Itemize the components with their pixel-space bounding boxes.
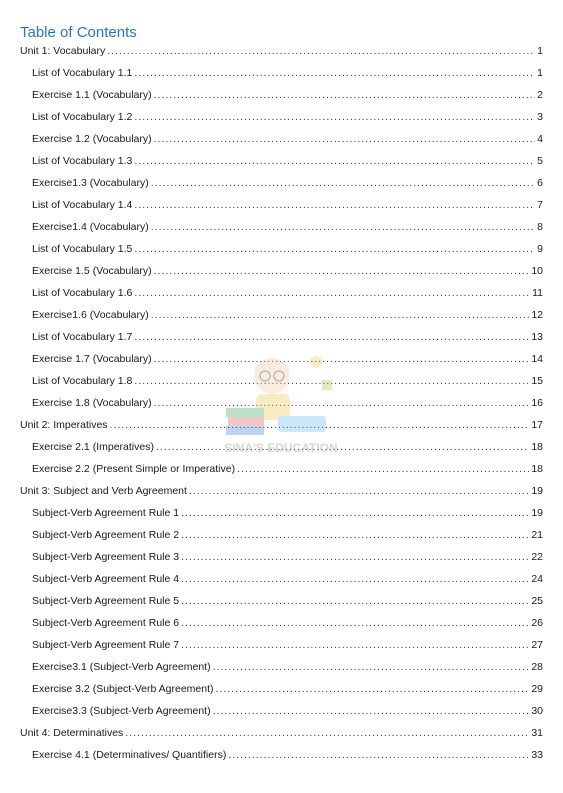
toc-entry-page-number: 5	[537, 155, 543, 167]
toc-entry-label: Exercise1.4 (Vocabulary)	[32, 221, 149, 233]
toc-entry-label: List of Vocabulary 1.4	[32, 199, 133, 211]
dot-leader	[110, 418, 530, 432]
toc-entry-label: Exercise 1.7 (Vocabulary)	[32, 353, 152, 365]
dot-leader	[151, 308, 530, 322]
toc-entry-label: Exercise 2.2 (Present Simple or Imperative)	[32, 463, 236, 475]
toc-entry-label: Unit 4: Determinatives	[20, 727, 124, 739]
toc-entry-page-number: 14	[531, 353, 543, 365]
toc-sub-entry[interactable]	[20, 374, 543, 396]
dot-leader	[125, 726, 529, 740]
table-of-contents	[20, 24, 543, 770]
toc-entry-page-number: 10	[531, 265, 543, 277]
dot-leader	[151, 176, 535, 190]
dot-leader	[154, 396, 530, 410]
toc-entry-label: List of Vocabulary 1.6	[32, 287, 133, 299]
toc-entry-page-number: 7	[537, 199, 543, 211]
toc-unit-entry[interactable]	[20, 726, 543, 748]
dot-leader	[181, 528, 529, 542]
toc-sub-entry[interactable]	[20, 154, 543, 176]
toc-entry-page-number: 9	[537, 243, 543, 255]
toc-sub-entry[interactable]	[20, 550, 543, 572]
toc-sub-entry[interactable]	[20, 264, 543, 286]
toc-entry-page-number: 13	[531, 331, 543, 343]
dot-leader	[134, 374, 529, 388]
toc-entry-page-number: 24	[531, 573, 543, 585]
dot-leader	[181, 550, 529, 564]
toc-entry-label: Exercise 3.2 (Subject-Verb Agreement)	[32, 683, 214, 695]
dot-leader	[228, 748, 529, 762]
toc-entry-page-number: 28	[531, 661, 543, 673]
dot-leader	[237, 462, 529, 476]
toc-sub-entry[interactable]	[20, 308, 543, 330]
toc-entry-label: Exercise 4.1 (Determinatives/ Quantifiers)	[32, 749, 227, 761]
toc-entry-page-number: 21	[531, 529, 543, 541]
toc-sub-entry[interactable]	[20, 330, 543, 352]
toc-entry-page-number: 22	[531, 551, 543, 563]
toc-entry-label: Subject-Verb Agreement Rule 1	[32, 507, 180, 519]
toc-entry-page-number: 11	[532, 287, 543, 299]
dot-leader	[216, 682, 530, 696]
toc-entry-page-number: 4	[537, 133, 543, 145]
dot-leader	[181, 572, 529, 586]
toc-entry-label: Exercise3.3 (Subject-Verb Agreement)	[32, 705, 211, 717]
toc-sub-entry[interactable]	[20, 616, 543, 638]
toc-sub-entry[interactable]	[20, 242, 543, 264]
toc-entry-page-number: 27	[531, 639, 543, 651]
dot-leader	[154, 264, 530, 278]
toc-sub-entry[interactable]	[20, 638, 543, 660]
toc-entry-label: Unit 2: Imperatives	[20, 419, 108, 431]
toc-entry-page-number: 18	[531, 463, 543, 475]
dot-leader	[154, 352, 530, 366]
toc-entry-label: List of Vocabulary 1.8	[32, 375, 133, 387]
toc-entry-label: Unit 1: Vocabulary	[20, 45, 106, 57]
toc-unit-entry[interactable]	[20, 484, 543, 506]
toc-entry-label: Unit 3: Subject and Verb Agreement	[20, 485, 187, 497]
toc-entry-label: Exercise 1.2 (Vocabulary)	[32, 133, 152, 145]
toc-unit-entry[interactable]	[20, 418, 543, 440]
toc-entry-page-number: 1	[537, 45, 543, 57]
toc-entry-page-number: 3	[537, 111, 543, 123]
dot-leader	[134, 154, 535, 168]
toc-sub-entry[interactable]	[20, 462, 543, 484]
toc-entry-label: List of Vocabulary 1.5	[32, 243, 133, 255]
dot-leader	[134, 286, 530, 300]
toc-entry-page-number: 15	[531, 375, 543, 387]
toc-entry-label: Exercise1.6 (Vocabulary)	[32, 309, 149, 321]
toc-entry-label: List of Vocabulary 1.1	[32, 67, 133, 79]
toc-entry-label: List of Vocabulary 1.3	[32, 155, 133, 167]
toc-entry-label: Exercise 2.1 (Imperatives)	[32, 441, 154, 453]
toc-entry-page-number: 6	[537, 177, 543, 189]
toc-sub-entry[interactable]	[20, 110, 543, 132]
dot-leader	[154, 88, 536, 102]
dot-leader	[134, 110, 535, 124]
toc-sub-entry[interactable]	[20, 440, 543, 462]
dot-leader	[134, 330, 529, 344]
dot-leader	[134, 242, 535, 256]
toc-entry-label: Subject-Verb Agreement Rule 5	[32, 595, 180, 607]
toc-sub-entry[interactable]	[20, 286, 543, 308]
toc-title: Table of Contents	[20, 24, 137, 41]
dot-leader	[107, 44, 535, 58]
dot-leader	[134, 66, 535, 80]
toc-sub-entry[interactable]	[20, 506, 543, 528]
toc-entry-page-number: 2	[537, 89, 543, 101]
toc-entry-page-number: 16	[531, 397, 543, 409]
toc-sub-entry[interactable]	[20, 572, 543, 594]
toc-entry-label: Exercise3.1 (Subject-Verb Agreement)	[32, 661, 211, 673]
toc-entry-label: Exercise 1.8 (Vocabulary)	[32, 397, 152, 409]
toc-entry-page-number: 18	[531, 441, 543, 453]
dot-leader	[134, 198, 535, 212]
toc-sub-entry[interactable]	[20, 704, 543, 726]
dot-leader	[151, 220, 535, 234]
toc-entry-page-number: 25	[531, 595, 543, 607]
toc-entry-label: Subject-Verb Agreement Rule 4	[32, 573, 180, 585]
toc-sub-entry[interactable]	[20, 220, 543, 242]
toc-unit-entry[interactable]	[20, 44, 543, 66]
toc-entry-label: Subject-Verb Agreement Rule 2	[32, 529, 180, 541]
toc-sub-entry[interactable]	[20, 748, 543, 770]
toc-sub-entry[interactable]	[20, 682, 543, 704]
dot-leader	[154, 132, 536, 146]
toc-entry-label: Exercise 1.1 (Vocabulary)	[32, 89, 152, 101]
dot-leader	[213, 660, 530, 674]
dot-leader	[181, 594, 529, 608]
dot-leader	[181, 638, 529, 652]
toc-entry-page-number: 26	[531, 617, 543, 629]
toc-sub-entry[interactable]	[20, 132, 543, 154]
toc-entry-label: Exercise 1.5 (Vocabulary)	[32, 265, 152, 277]
toc-sub-entry[interactable]	[20, 176, 543, 198]
svg-text:SINA'S EDUCATION: SINA'S EDUCATION	[224, 441, 338, 455]
toc-entry-page-number: 29	[531, 683, 543, 695]
toc-entry-page-number: 8	[537, 221, 543, 233]
dot-leader	[156, 440, 529, 454]
toc-entry-label: List of Vocabulary 1.2	[32, 111, 133, 123]
dot-leader	[189, 484, 529, 498]
toc-sub-entry[interactable]	[20, 66, 543, 88]
toc-entry-label: Subject-Verb Agreement Rule 7	[32, 639, 180, 651]
dot-leader	[181, 506, 529, 520]
toc-entry-page-number: 19	[531, 507, 543, 519]
dot-leader	[213, 704, 530, 718]
toc-entry-page-number: 17	[531, 419, 543, 431]
toc-sub-entry[interactable]	[20, 660, 543, 682]
toc-sub-entry[interactable]	[20, 88, 543, 110]
toc-list	[20, 44, 543, 770]
toc-sub-entry[interactable]	[20, 352, 543, 374]
toc-entry-label: List of Vocabulary 1.7	[32, 331, 133, 343]
dot-leader	[181, 616, 529, 630]
toc-entry-page-number: 31	[531, 727, 543, 739]
toc-sub-entry[interactable]	[20, 198, 543, 220]
toc-entry-page-number: 33	[531, 749, 543, 761]
toc-entry-label: Exercise1.3 (Vocabulary)	[32, 177, 149, 189]
toc-entry-label: Subject-Verb Agreement Rule 6	[32, 617, 180, 629]
toc-entry-page-number: 30	[531, 705, 543, 717]
toc-sub-entry[interactable]	[20, 594, 543, 616]
toc-entry-label: Subject-Verb Agreement Rule 3	[32, 551, 180, 563]
toc-entry-page-number: 12	[531, 309, 543, 321]
toc-entry-page-number: 19	[531, 485, 543, 497]
toc-entry-page-number: 1	[537, 67, 543, 79]
toc-sub-entry[interactable]	[20, 528, 543, 550]
toc-sub-entry[interactable]	[20, 396, 543, 418]
